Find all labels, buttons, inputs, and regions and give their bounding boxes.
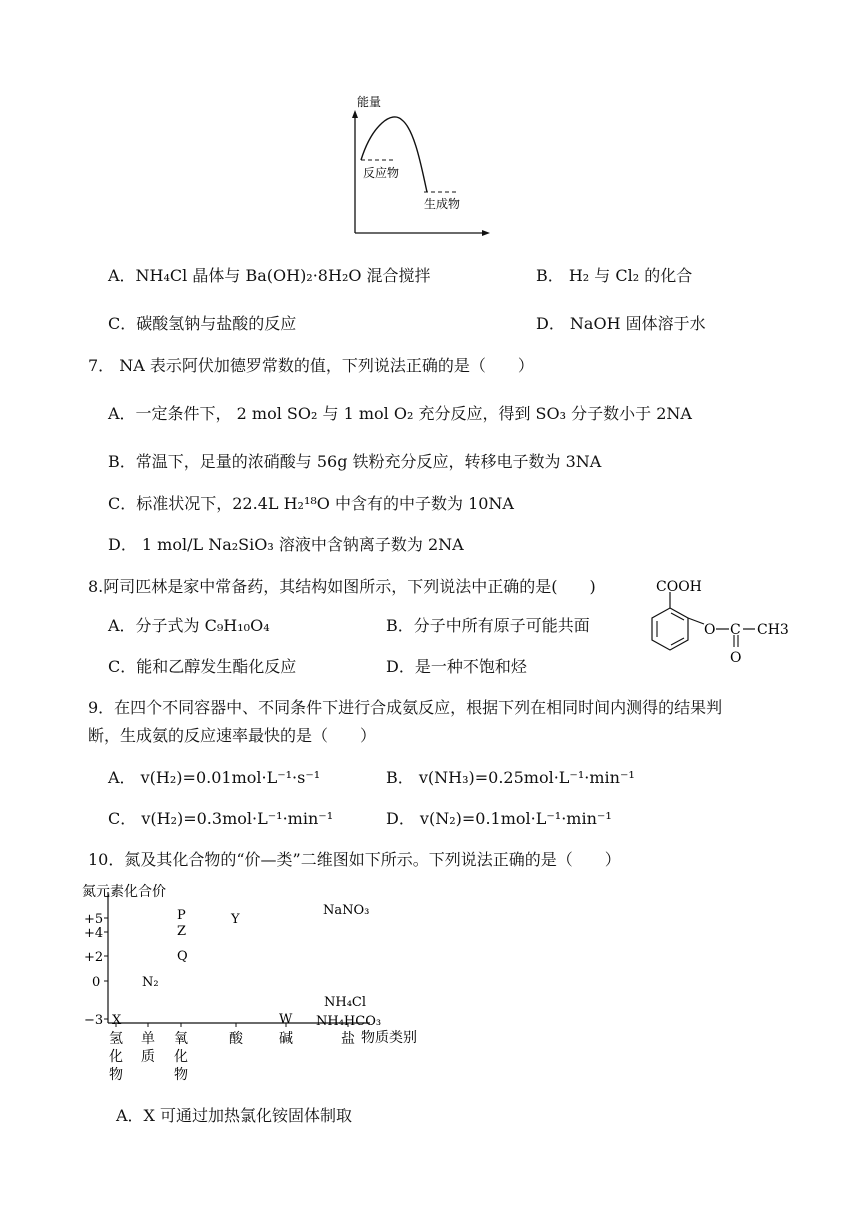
- q9-option-b[interactable]: B． v(NH₃)=0.25mol·L⁻¹·min⁻¹: [386, 768, 635, 787]
- q6-option-d[interactable]: D． NaOH 固体溶于水: [536, 314, 706, 333]
- chart-x-label: 物质类别: [361, 1030, 417, 1046]
- cooh-label: COOH: [656, 579, 702, 595]
- y-tick-label: +2: [84, 950, 104, 965]
- point-x: X: [112, 1013, 122, 1028]
- x-category-label: 碱: [279, 1031, 293, 1047]
- reactants-label: 反应物: [363, 166, 400, 180]
- q7-option-c[interactable]: C．标准状况下，22.4L H₂¹⁸O 中含有的中子数为 10NA: [108, 494, 514, 513]
- point-nh4hco3: NH₄HCO₃: [316, 1014, 382, 1029]
- y-tick-label: +5: [84, 912, 104, 927]
- point-n2: N₂: [142, 975, 159, 990]
- point-nano3: NaNO₃: [323, 903, 370, 918]
- q8-option-c[interactable]: C．能和乙醇发生酯化反应: [108, 657, 297, 676]
- energy-x-arrow: [482, 230, 490, 236]
- point-p: P: [177, 908, 186, 923]
- q9-option-a[interactable]: A． v(H₂)=0.01mol·L⁻¹·s⁻¹: [108, 768, 321, 787]
- q10-option-a[interactable]: A．X 可通过加热氯化铵固体制取: [116, 1106, 353, 1125]
- x-category-label: 单质: [141, 1031, 155, 1065]
- x-category-label: 氧化物: [174, 1031, 188, 1083]
- aspirin-structure: [628, 572, 798, 676]
- energy-y-arrow: [352, 110, 358, 118]
- ester-o-label: O: [704, 622, 716, 638]
- ch3-label: CH3: [757, 622, 789, 638]
- q9-option-c[interactable]: C． v(H₂)=0.3mol·L⁻¹·min⁻¹: [108, 809, 334, 828]
- y-tick-label: +4: [84, 926, 104, 941]
- q10-stem: 10．氮及其化合物的“价—类”二维图如下所示。下列说法正确的是（ ）: [88, 850, 621, 869]
- q7-option-a[interactable]: A．一定条件下， 2 mol SO₂ 与 1 mol O₂ 充分反应，得到 SO₃ 分子数小于 2NA: [108, 404, 692, 423]
- x-category-label: 氢化物: [109, 1031, 123, 1083]
- x-category-labels: [109, 1030, 355, 1083]
- x-category-label: 盐: [341, 1031, 355, 1047]
- chart-y-label: 氮元素化合价: [82, 884, 166, 900]
- energy-diagram: [340, 90, 500, 240]
- y-tick-label: −3: [84, 1013, 104, 1028]
- carbonyl-o-label: O: [730, 650, 742, 666]
- q8-option-b[interactable]: B．分子中所有原子可能共面: [386, 616, 590, 635]
- x-category-label: 酸: [229, 1031, 243, 1047]
- q7-option-d[interactable]: D． 1 mol/L Na₂SiO₃ 溶液中含钠离子数为 2NA: [108, 535, 464, 554]
- q7-stem: 7． NA 表示阿伏加德罗常数的值，下列说法正确的是（ ）: [88, 356, 534, 375]
- q9-stem-line2: 断，生成氨的反应速率最快的是（ ）: [88, 726, 377, 745]
- q8-option-a[interactable]: A．分子式为 C₉H₁₀O₄: [108, 616, 270, 635]
- q6-option-a[interactable]: A．NH₄Cl 晶体与 Ba(OH)₂·8H₂O 混合搅拌: [108, 266, 431, 285]
- q8-stem: 8.阿司匹林是家中常备药，其结构如图所示，下列说法中正确的是( ): [88, 577, 596, 596]
- energy-axis-label: 能量: [357, 95, 382, 109]
- y-tick-label: 0: [92, 975, 101, 990]
- point-y: Y: [231, 912, 240, 927]
- products-label: 生成物: [424, 197, 461, 211]
- ester-o-bond: [688, 618, 704, 624]
- point-nh4cl: NH₄Cl: [324, 995, 367, 1010]
- ester-c-label: C: [730, 622, 741, 638]
- q9-option-d[interactable]: D． v(N₂)=0.1mol·L⁻¹·min⁻¹: [386, 809, 612, 828]
- q8-option-d[interactable]: D．是一种不饱和烃: [386, 657, 527, 676]
- q6-option-b[interactable]: B． H₂ 与 Cl₂ 的化合: [536, 266, 693, 285]
- point-q: Q: [177, 949, 188, 964]
- point-z: Z: [177, 924, 187, 939]
- q6-option-c[interactable]: C．碳酸氢钠与盐酸的反应: [108, 314, 297, 333]
- nitrogen-valence-chart: [80, 878, 440, 1093]
- energy-curve: [361, 117, 427, 192]
- q7-option-b[interactable]: B．常温下，足量的浓硝酸与 56g 铁粉充分反应，转移电子数为 3NA: [108, 452, 602, 471]
- q9-stem-line1: 9．在四个不同容器中、不同条件下进行合成氨反应，根据下列在相同时间内测得的结果判: [88, 698, 723, 717]
- point-w: W: [279, 1012, 293, 1027]
